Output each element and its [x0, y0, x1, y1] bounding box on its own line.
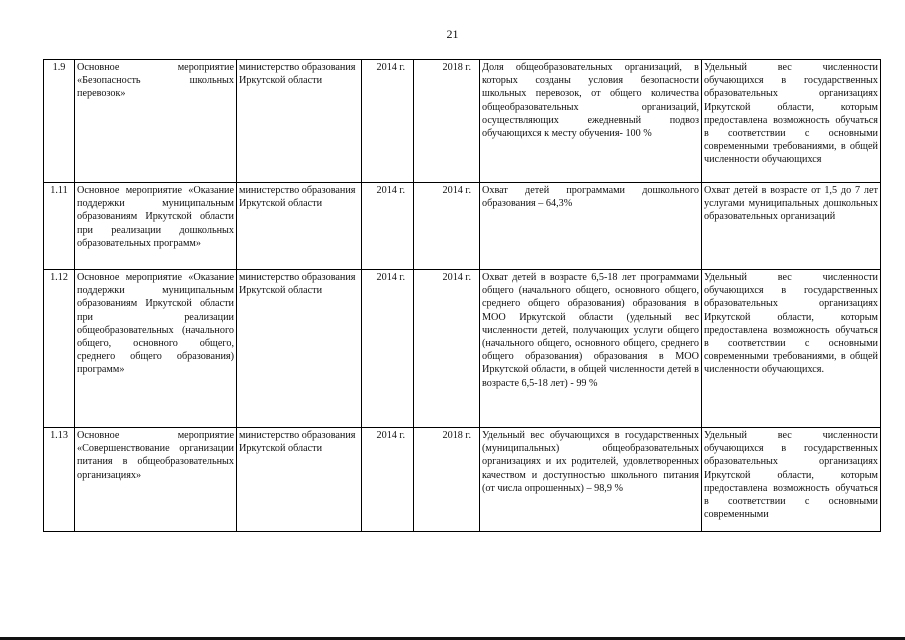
executor-cell: министерство образования Иркутской области — [237, 60, 362, 183]
event-cell: Основное мероприятие «Оказание поддержки муниципальным образованиям Иркутской области при реализации общеобразовательных (начального общего, основного общего, среднего общего образования) программ» — [75, 270, 237, 428]
result-cell: Удельный вес численности обучающихся в государственных образовательных организациях Иркутской области, которым предоставлена возможность обучаться в соответствии с основными современными требованиями, в общей численности обучающихся. — [702, 270, 881, 428]
executor-cell: министерство образования Иркутской области — [237, 183, 362, 270]
indicator-cell: Охват детей в возрасте 6,5-18 лет программами общего (начального общего, основного общего, среднего общего образования) образования в МОО Иркутской области (удельный вес численности детей, получающих услуги общего (начального общего, основного общего, среднего общего образования) образования в МОО Иркутской области, в общей численности детей в возрасте 6,5-18 лет) - 99 % — [480, 270, 702, 428]
row-number: 1.9 — [44, 60, 75, 183]
indicator-cell: Доля общеобразовательных организаций, в которых созданы условия безопасности школьных перевозок, от общего количества общеобразовательных организаций, осуществляющих ежедневный подвоз обучающихся к месту обучения- 100 % — [480, 60, 702, 183]
table-row — [44, 270, 881, 428]
table-row — [44, 428, 881, 532]
row-number: 1.13 — [44, 428, 75, 532]
event-cell: Основное мероприятие «Совершенствование организации питания в общеобразовательных организациях» — [75, 428, 237, 532]
start-year-cell: 2014 г. — [362, 60, 414, 183]
start-year-cell: 2014 г. — [362, 428, 414, 532]
event-cell: Основное мероприятие «Безопасность школьных перевозок» — [75, 60, 237, 183]
start-year-cell: 2014 г. — [362, 270, 414, 428]
program-table — [43, 59, 881, 532]
end-year-cell: 2014 г. — [414, 183, 480, 270]
start-year-cell: 2014 г. — [362, 183, 414, 270]
row-number: 1.11 — [44, 183, 75, 270]
row-number: 1.12 — [44, 270, 75, 428]
result-cell: Удельный вес численности обучающихся в государственных образовательных организациях Иркутской области, которым предоставлена возможность обучаться в соответствии с основными современными — [702, 428, 881, 532]
indicator-cell: Охват детей программами дошкольного образования – 64,3% — [480, 183, 702, 270]
executor-cell: министерство образования Иркутской области — [237, 428, 362, 532]
executor-cell: министерство образования Иркутской области — [237, 270, 362, 428]
end-year-cell: 2018 г. — [414, 428, 480, 532]
event-cell: Основное мероприятие «Оказание поддержки муниципальным образованиям Иркутской области при реализации дошкольных образовательных программ» — [75, 183, 237, 270]
end-year-cell: 2018 г. — [414, 60, 480, 183]
result-cell: Удельный вес численности обучающихся в государственных образовательных организациях Иркутской области, которым предоставлена возможность обучаться в соответствии с основными современными требованиями, в общей численности обучающихся — [702, 60, 881, 183]
table-row — [44, 183, 881, 270]
table-row — [44, 60, 881, 183]
end-year-cell: 2014 г. — [414, 270, 480, 428]
indicator-cell: Удельный вес обучающихся в государственных (муниципальных) общеобразовательных организациях и их родителей, удовлетворенных качеством и доступностью школьного питания (от числа опрошенных) – 98,9 % — [480, 428, 702, 532]
page-number: 21 — [446, 27, 459, 41]
result-cell: Охват детей в возрасте от 1,5 до 7 лет услугами муниципальных дошкольных образовательных организаций — [702, 183, 881, 270]
